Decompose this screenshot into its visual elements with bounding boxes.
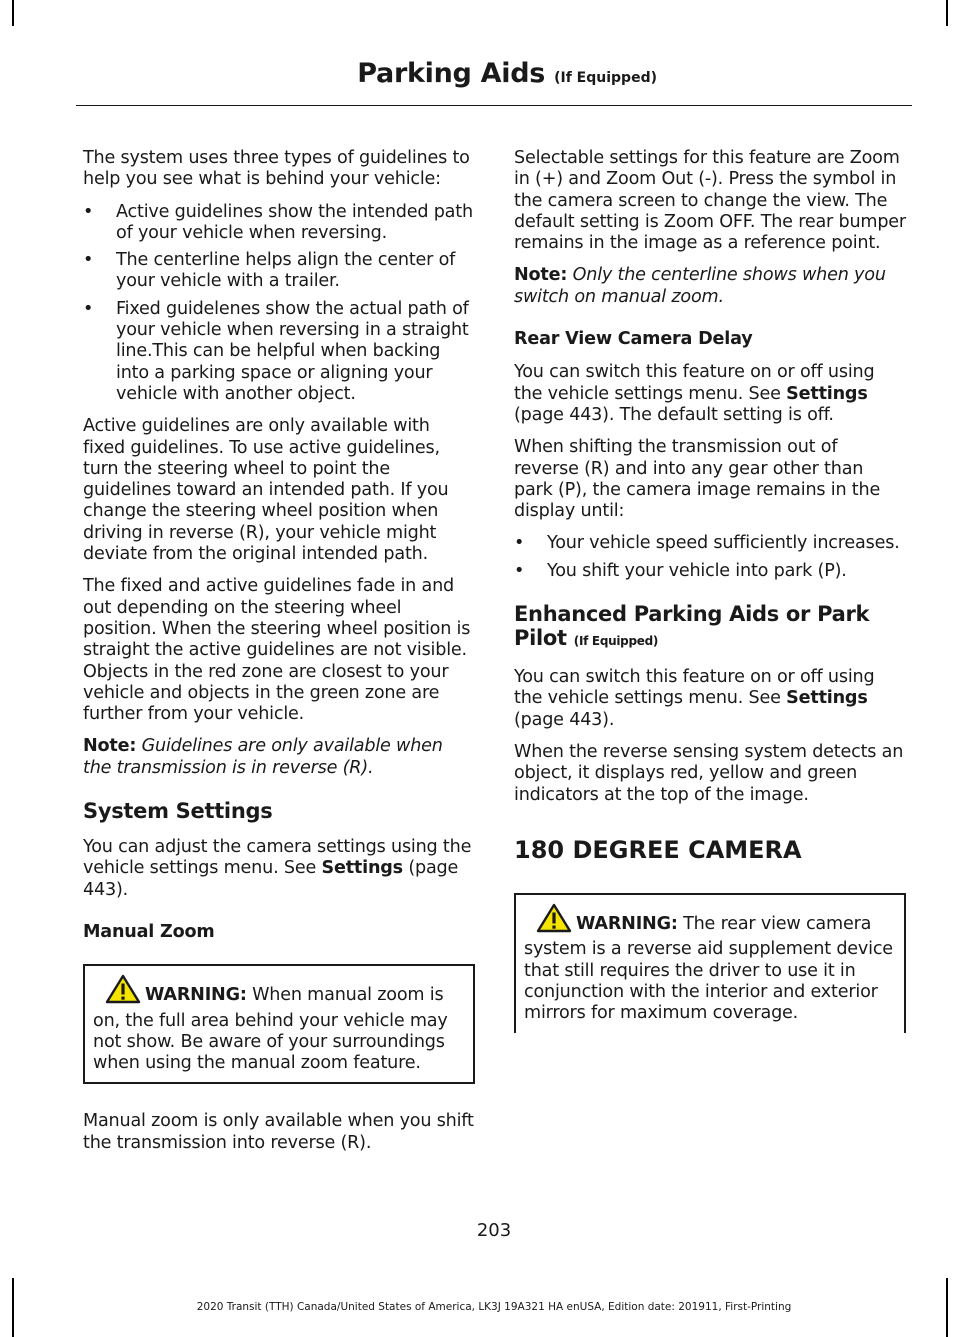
paragraph: The fixed and active guidelines fade in and out depending on the steering wheel position. When the steering wheel position is straight the active guidelines are not visible. Objects in the red zone are closest to your vehicle and objects in the green zone are further from your vehicle. <box>83 576 471 725</box>
left-column <box>83 148 475 1165</box>
page-reference: (page 443). <box>83 858 459 900</box>
note-label: Note: <box>83 736 137 757</box>
list-item-text: You shift your vehicle into park (P). <box>547 560 847 581</box>
settings-link[interactable]: Settings <box>321 858 403 879</box>
subheading-camera-delay: Rear View Camera Delay <box>514 329 753 350</box>
paragraph-text: You can switch this feature on or off using the vehicle settings menu. See <box>514 667 875 709</box>
list-item <box>83 299 475 405</box>
subheading-manual-zoom: Manual Zoom <box>83 921 215 942</box>
warning-box <box>514 893 906 1032</box>
bullet: • <box>514 560 525 581</box>
section-heading-text: Enhanced Parking Aids or Park Pilot <box>514 602 870 651</box>
settings-link[interactable]: Settings <box>786 383 868 404</box>
header-rule <box>76 105 912 106</box>
note <box>83 736 475 779</box>
paragraph <box>514 362 906 426</box>
paragraph: The system uses three types of guidelines to help you see what is behind your vehicle: <box>83 148 470 190</box>
section-heading-enhanced-parking <box>514 602 906 653</box>
warning-label: WARNING: <box>145 985 247 1006</box>
paragraph: When the reverse sensing system detects an object, it displays red, yellow and green indicators at the top of the image. <box>514 741 904 805</box>
section-heading-system-settings: System Settings <box>83 799 273 824</box>
warning-triangle-icon <box>105 974 141 1010</box>
section-heading-suffix: (If Equipped) <box>573 634 659 649</box>
guidelines-list <box>83 202 475 406</box>
paragraph-text: You can switch this feature on or off using the vehicle settings menu. See <box>514 362 875 404</box>
bullet: • <box>514 533 525 554</box>
paragraph: Manual zoom is only available when you shift the transmission into reverse (R). <box>83 1111 474 1153</box>
note <box>514 265 906 308</box>
list-item <box>514 561 906 582</box>
note-text: Guidelines are only available when the transmission is in reverse (R). <box>83 736 443 778</box>
note-label: Note: <box>514 265 568 286</box>
bullet: • <box>83 298 94 319</box>
chapter-heading-180-camera: 180 DEGREE CAMERA <box>514 835 802 864</box>
list-item-text: The centerline helps align the center of your vehicle with a trailer. <box>116 250 456 292</box>
list-item <box>83 202 475 245</box>
list-item-text: Active guidelines show the intended path of your vehicle when reversing. <box>116 201 473 243</box>
paragraph <box>83 837 475 901</box>
delay-conditions-list <box>514 533 906 582</box>
page-number: 203 <box>476 1220 512 1241</box>
right-column <box>514 148 906 1060</box>
page-title-text: Parking Aids <box>357 58 545 89</box>
paragraph: When shifting the transmission out of reverse (R) and into any gear other than park (P), the camera image remains in the display until: <box>514 437 881 522</box>
footer: 2020 Transit (TTH) Canada/United States of America, LK3J 19A321 HA enUSA, Edition date: 201911, First-Printing <box>196 1301 792 1313</box>
bullet: • <box>83 250 94 271</box>
list-item-text: Fixed guidelenes show the actual path of your vehicle when reversing in a straight line.This can be helpful when backing into a parking space or aligning your vehicle with another object. <box>116 298 469 404</box>
paragraph <box>514 667 906 731</box>
note-text: Only the centerline shows when you switch on manual zoom. <box>514 265 886 307</box>
warning-text: The rear view camera system is a reverse aid supplement device that still requires the driver to use it in conjunction with the interior and exterior mirrors for maximum coverage. <box>524 914 893 1024</box>
bullet: • <box>83 201 94 222</box>
warning-triangle-icon <box>536 903 572 939</box>
page-title <box>357 58 657 89</box>
crop-mark <box>12 0 14 26</box>
warning-box <box>83 964 475 1084</box>
crop-mark <box>946 0 948 26</box>
settings-link[interactable]: Settings <box>786 688 868 709</box>
list-item <box>83 250 475 293</box>
list-item <box>514 533 906 554</box>
warning-text: When manual zoom is on, the full area behind your vehicle may not show. Be aware of your surroundings when using the manual zoom feature. <box>93 985 448 1074</box>
warning-label: WARNING: <box>576 914 678 935</box>
page-reference: (page 443). The default setting is off. <box>514 404 834 425</box>
page-reference: (page 443). <box>514 709 615 730</box>
list-item-text: Your vehicle speed sufficiently increases. <box>547 533 900 554</box>
paragraph: Active guidelines are only available with fixed guidelines. To use active guidelines, turn the steering wheel to point the guidelines toward an intended path. If you change the steering wheel position when driving in reverse (R), your vehicle might deviate from the original intended path. <box>83 416 449 565</box>
paragraph: Selectable settings for this feature are Zoom in (+) and Zoom Out (-). Press the symbol in the camera screen to change the view. The default setting is Zoom OFF. The rear bumper remains in the image as a reference point. <box>514 148 906 254</box>
page-title-suffix: (If Equipped) <box>554 70 657 86</box>
paragraph-text: You can adjust the camera settings using the vehicle settings menu. See <box>83 837 472 879</box>
